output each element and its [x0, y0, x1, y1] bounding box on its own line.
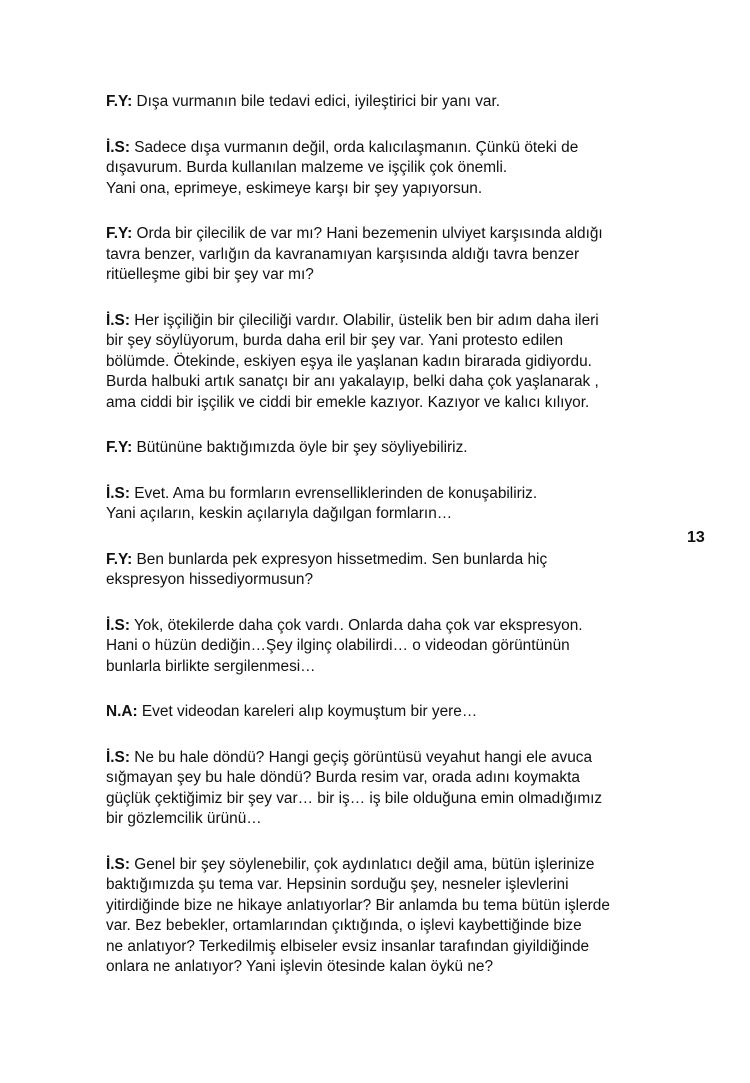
line-text: yitirdiğinde bize ne hikaye anlatıyorlar? Bir anlamda bu tema bütün işlerde [106, 896, 610, 914]
dialogue-paragraph [106, 855, 676, 978]
dialogue-line [106, 550, 676, 571]
line-text: ritüelleşme gibi bir şey var mı? [106, 266, 314, 283]
line-text: dışavurum. Burda kullanılan malzeme ve işçilik çok önemli. [106, 159, 508, 176]
line-text: güçlük çektiğimiz bir şey var… bir iş… iş bile olduğuna emin olmadığımız [106, 789, 603, 807]
dialogue-line [106, 438, 676, 459]
line-text: Bütününe baktığımızda öyle bir şey söyliyebiliriz. [136, 439, 468, 456]
line-text: ekspresyon hissediyormusun? [106, 571, 314, 588]
line-text: Evet. Ama bu formların evrenselliklerinden de konuşabiliriz. [134, 484, 538, 502]
dialogue-line [106, 636, 676, 657]
line-text: onlara ne anlatıyor? Yani işlevin ötesinde kalan öykü ne? [106, 958, 494, 975]
dialogue-line [106, 789, 676, 810]
line-text: ne anlatıyor? Terkedilmiş elbiseler evsiz insanlar tarafından giyildiğinde [106, 937, 590, 955]
dialogue-line [106, 372, 676, 393]
dialogue-paragraph [106, 438, 676, 459]
line-text: Genel bir şey söylenebilir, çok aydınlatıcı değil ama, bütün işlerinize [134, 855, 595, 873]
dialogue-line [106, 616, 676, 637]
dialogue-line [106, 855, 676, 876]
speaker-label: İ.S: [106, 138, 130, 156]
dialogue-line [106, 916, 676, 937]
line-text: bir gözlemcilik ürünü… [106, 810, 262, 827]
dialogue-paragraph [106, 484, 676, 525]
dialogue-line [106, 138, 676, 159]
dialogue-line [106, 875, 676, 896]
line-text: sığmayan şey bu hale döndü? Burda resim var, orada adını koymakta [106, 769, 580, 786]
dialogue-line [106, 957, 676, 978]
dialogue-paragraph [106, 138, 676, 200]
speaker-label: N.A: [106, 703, 138, 720]
dialogue-line [106, 352, 676, 373]
speaker-label: İ.S: [106, 855, 130, 873]
dialogue-line [106, 937, 676, 958]
line-text: Her işçiliğin bir çileciliği vardır. Olabilir, üstelik ben bir adım daha ileri [134, 311, 599, 329]
dialogue-line [106, 179, 676, 200]
dialogue-line [106, 224, 676, 245]
line-text: Hani o hüzün dediğin…Şey ilginç olabilirdi… o videodan görüntünün [106, 637, 570, 654]
line-text: bölümde. Ötekinde, eskiyen eşya ile yaşlanan kadın birarada gidiyordu. [106, 352, 592, 370]
dialogue-line [106, 896, 676, 917]
line-text: Yok, ötekilerde daha çok vardı. Onlarda daha çok var ekspresyon. [133, 616, 583, 634]
speaker-label: F.Y: [106, 550, 133, 568]
dialogue-line [106, 245, 676, 266]
line-text: tavra benzer, varlığın da kavranamıyan karşısında aldığı tavra benzer [106, 245, 580, 263]
speaker-label: F.Y: [106, 225, 133, 242]
speaker-label: İ.S: [106, 616, 130, 634]
dialogue-line [106, 702, 676, 723]
speaker-label: İ.S: [106, 311, 130, 329]
dialogue-line [106, 657, 676, 678]
dialogue-paragraph [106, 92, 676, 113]
dialogue-line [106, 311, 676, 332]
speaker-label: İ.S: [106, 748, 130, 766]
dialogue-line [106, 504, 676, 525]
dialogue-line [106, 768, 676, 789]
dialogue-line [106, 570, 676, 591]
dialogue-paragraph [106, 550, 676, 591]
line-text: Dışa vurmanın bile tedavi edici, iyileştirici bir yanı var. [136, 93, 501, 110]
interview-transcript [106, 92, 676, 1003]
dialogue-line [106, 92, 676, 113]
line-text: Ne bu hale döndü? Hangi geçiş görüntüsü veyahut hangi ele avuca [134, 748, 593, 766]
line-text: baktığımızda şu tema var. Hepsinin sorduğu şey, nesneler işlevlerini [106, 876, 569, 893]
line-text: Ben bunlarda pek expresyon hissetmedim. Sen bunlarda hiç [136, 550, 548, 568]
dialogue-line [106, 393, 676, 414]
dialogue-line [106, 331, 676, 352]
dialogue-line [106, 158, 676, 179]
line-text: bir şey söylüyorum, burda daha eril bir şey var. Yani protesto edilen [106, 332, 564, 349]
line-text: var. Bez bebekler, ortamlarından çıktığında, o işlevi kaybettiğinde bize [106, 917, 582, 934]
dialogue-paragraph [106, 224, 676, 286]
line-text: Yani ona, eprimeye, eskimeye karşı bir şey yapıyorsun. [106, 179, 483, 197]
dialogue-line [106, 484, 676, 505]
line-text: Burda halbuki artık sanatçı bir anı yakalayıp, belki daha çok yaşlanarak , [106, 373, 599, 390]
line-text: Yani açıların, keskin açılarıyla dağılgan formların… [106, 505, 453, 522]
speaker-label: F.Y: [106, 93, 133, 110]
speaker-label: F.Y: [106, 439, 133, 456]
dialogue-paragraph [106, 311, 676, 414]
line-text: bunlarla birlikte sergilenmesi… [106, 657, 316, 675]
dialogue-paragraph [106, 702, 676, 723]
dialogue-paragraph [106, 748, 676, 830]
line-text: Sadece dışa vurmanın değil, orda kalıcılaşmanın. Çünkü öteki de [134, 138, 579, 156]
speaker-label: İ.S: [106, 484, 130, 502]
dialogue-line [106, 748, 676, 769]
line-text: ama ciddi bir işçilik ve ciddi bir emekle kazıyor. Kazıyor ve kalıcı kılıyor. [106, 393, 590, 411]
dialogue-line [106, 265, 676, 286]
page-number: 13 [687, 529, 705, 546]
dialogue-line [106, 809, 676, 830]
line-text: Orda bir çilecilik de var mı? Hani bezemenin ulviyet karşısında aldığı [136, 225, 603, 242]
line-text: Evet videodan kareleri alıp koymuştum bir yere… [141, 703, 478, 720]
dialogue-paragraph [106, 616, 676, 678]
